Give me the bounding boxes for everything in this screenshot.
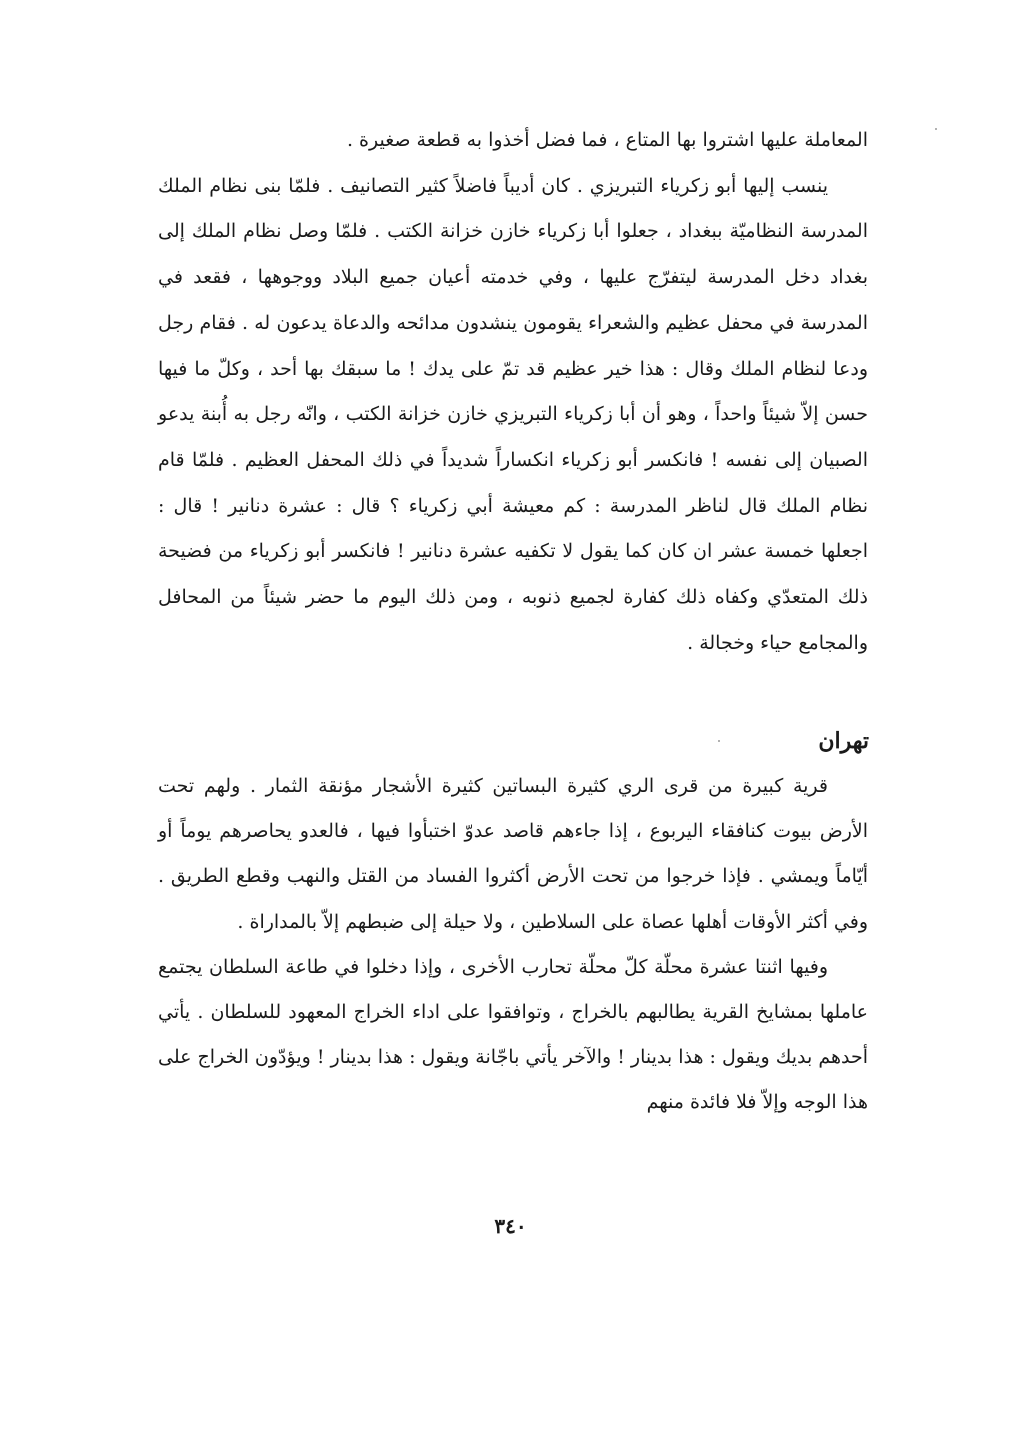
paragraph-tabrizi: ينسب إليها أبو زكرياء التبريزي . كان أديباً فاضلاً كثير التصانيف . فلمّا بنى نظام الملك المدرسة النظاميّة ببغداد ، جعلوا أبا زكرياء خازن خزانة الكتب . فلمّا وصل نظام الملك إلى بغداد دخل المدرسة ليتفرّج عليها ، وفي خدمته أعيان جميع البلاد ووجوهها ، فقعد في المدرسة في محفل عظيم والشعراء يقومون ينشدون مدائحه والدعاة يدعون له . فقام رجل ودعا لنظام الملك وقال : هذا خير عظيم قد تمّ على يدك ! ما سبقك بها أحد ، وكلّ ما فيها حسن إلاّ شيئاً واحداً ، وهو أن أبا زكرياء التبريزي خازن خزانة الكتب ، وانّه رجل به أُبنة يدعو الصبيان إلى نفسه ! فانكسر أبو زكرياء انكساراً شديداً في ذلك المحفل العظيم . فلمّا قام نظام الملك قال لناظر المدرسة : كم معيشة أبي زكرياء ؟ قال : عشرة دنانير ! قال : اجعلها خمسة عشر ان كان كما يقول لا تكفيه عشرة دنانير ! فانكسر أبو زكرياء من فضيحة ذلك المتعدّي وكفاه ذلك كفارة لجميع ذنوبه ، ومن ذلك اليوم ما حضر شيئاً من المحافل والمجامع حياء وخجالة . <box>158 174 868 654</box>
page-number: ٣٤٠ <box>494 1214 527 1238</box>
paragraph-tehran-description: قرية كبيرة من قرى الري كثيرة البساتين كثيرة الأشجار مؤنقة الثمار . ولهم تحت الأرض بيوت كنافقاء اليربوع ، إذا جاءهم قاصد عدوّ اختبأوا فيها ، فالعدو يحاصرهم يوماً أو أيّاماً ويمشي . فإذا خرجوا من تحت الأرض أكثروا الفساد من القتل والنهب وقطع الطريق . وفي أكثر الأوقات أهلها عصاة على السلاطين ، ولا حيلة إلى ضبطهم إلاّ بالمداراة . <box>158 775 868 933</box>
scan-speck <box>718 740 720 742</box>
section-heading-tehran: تهران <box>818 728 869 754</box>
paragraph-tehran-quarters: وفيها اثنتا عشرة محلّة كلّ محلّة تحارب الأخرى ، وإذا دخلوا في طاعة السلطان يجتمع عاملها بمشايخ القرية يطالبهم بالخراج ، وتوافقوا على اداء الخراج المعهود للسلطان . يأتي أحدهم بديك ويقول : هذا بدينار ! والآخر يأتي باجّانة ويقول : هذا بدينار ! ويؤدّون الخراج على هذا الوجه وإلاّ فلا فائدة منهم <box>158 955 868 1114</box>
bottom-text-block <box>158 764 868 1126</box>
top-text-block <box>158 118 868 666</box>
scan-speck <box>935 128 937 130</box>
paragraph-continuation: المعاملة عليها اشتروا بها المتاع ، فما فضل أخذوا به قطعة صغيرة . <box>346 129 868 151</box>
